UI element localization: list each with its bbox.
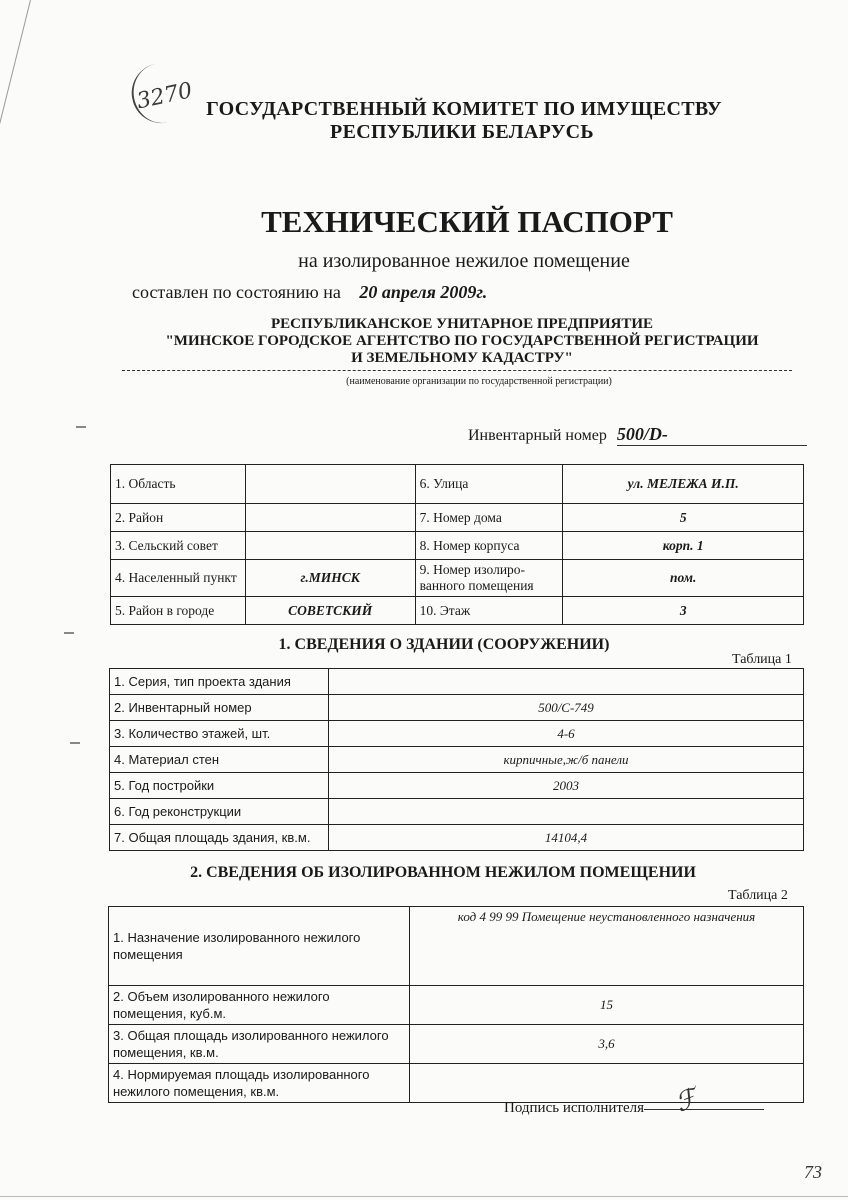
committee-heading [0, 98, 848, 144]
table-1-label: Таблица 1 [732, 652, 792, 667]
margin-mark [70, 742, 80, 744]
table-2-label: Таблица 2 [728, 888, 788, 903]
address-label: 5. Район в городе [111, 597, 246, 625]
address-table [110, 464, 804, 625]
row-label: 3. Общая площадь изолированного нежилого помещения, кв.м. [109, 1025, 410, 1064]
address-value: 3 [563, 597, 804, 625]
as-of-label: составлен по состоянию на [132, 282, 341, 302]
handwritten-stamp-note: 3270 [134, 78, 195, 115]
row-label: 7. Общая площадь здания, кв.м. [110, 825, 329, 851]
margin-mark [64, 632, 74, 634]
row-label: 1. Серия, тип проекта здания [110, 669, 329, 695]
row-value: 4-6 [329, 721, 804, 747]
row-value: 15 [410, 986, 804, 1025]
address-label: 10. Этаж [415, 597, 563, 625]
table-row [111, 560, 804, 597]
table-row [110, 721, 804, 747]
as-of-date: 20 апреля 2009г. [359, 282, 488, 302]
table-row [109, 1064, 804, 1103]
table-row [110, 773, 804, 799]
signature-line [504, 1100, 764, 1117]
address-value: 5 [563, 504, 804, 532]
address-value: корп. 1 [563, 532, 804, 560]
building-info-table [109, 668, 804, 851]
table-row [110, 799, 804, 825]
table-row [111, 465, 804, 504]
address-value [245, 465, 415, 504]
table-row [109, 907, 804, 986]
row-value: код 4 99 99 Помещение неустановленного назначения [410, 907, 804, 986]
row-label: 5. Год постройки [110, 773, 329, 799]
address-value [245, 504, 415, 532]
premises-info-table [108, 906, 804, 1103]
agency-line-3: И ЗЕМЕЛЬНОМУ КАДАСТРУ" [351, 350, 573, 366]
address-label: 4. Населенный пункт [111, 560, 246, 597]
address-value: ул. МЕЛЕЖА И.П. [563, 465, 804, 504]
agency-caption: (наименование организации по государственной регистрации) [346, 376, 612, 387]
address-value: СОВЕТСКИЙ [245, 597, 415, 625]
agency-underline [122, 370, 792, 371]
agency-name [0, 316, 848, 367]
address-value [245, 532, 415, 560]
inventory-value: 500/D- [617, 424, 807, 446]
address-label: 1. Область [111, 465, 246, 504]
agency-line-2: "МИНСКОЕ ГОРОДСКОЕ АГЕНТСТВО ПО ГОСУДАРСТВЕННОЙ РЕГИСТРАЦИИ [165, 333, 759, 349]
row-label: 4. Материал стен [110, 747, 329, 773]
address-label: 3. Сельский совет [111, 532, 246, 560]
table-row [110, 695, 804, 721]
committee-line-1: ГОСУДАРСТВЕННЫЙ КОМИТЕТ ПО ИМУЩЕСТВУ [206, 98, 722, 120]
address-label: 2. Район [111, 504, 246, 532]
address-label: 8. Номер корпуса [415, 532, 563, 560]
row-label: 2. Объем изолированного нежилого помещения, куб.м. [109, 986, 410, 1025]
table-row [109, 986, 804, 1025]
signature-blank [644, 1109, 764, 1110]
committee-line-2: РЕСПУБЛИКИ БЕЛАРУСЬ [330, 121, 594, 143]
row-value [329, 799, 804, 825]
row-value: 3,6 [410, 1025, 804, 1064]
table-row [109, 1025, 804, 1064]
section-1-title: 1. СВЕДЕНИЯ О ЗДАНИИ (СООРУЖЕНИИ) [278, 636, 610, 653]
row-value [329, 669, 804, 695]
signature-label: Подпись исполнителя [504, 1100, 644, 1116]
table-row [110, 747, 804, 773]
row-value: 500/С-749 [329, 695, 804, 721]
row-value: 14104,4 [329, 825, 804, 851]
signature-mark: ℱ [671, 1083, 701, 1118]
table-row [111, 504, 804, 532]
section-2-title: 2. СВЕДЕНИЯ ОБ ИЗОЛИРОВАННОМ НЕЖИЛОМ ПОМЕЩЕНИИ [190, 864, 696, 881]
as-of-line [132, 282, 487, 303]
table-row [111, 532, 804, 560]
table-row [111, 597, 804, 625]
inventory-number [468, 424, 807, 446]
agency-line-1: РЕСПУБЛИКАНСКОЕ УНИТАРНОЕ ПРЕДПРИЯТИЕ [270, 316, 654, 332]
document-title: ТЕХНИЧЕСКИЙ ПАСПОРТ [261, 204, 673, 239]
address-label: 7. Номер дома [415, 504, 563, 532]
row-label: 2. Инвентарный номер [110, 695, 329, 721]
address-value: г.МИНСК [245, 560, 415, 597]
page-number: 73 [804, 1162, 822, 1182]
row-label: 6. Год реконструкции [110, 799, 329, 825]
page-bottom-edge [0, 1196, 848, 1197]
address-label: 6. Улица [415, 465, 563, 504]
address-label: 9. Номер изолиро-ванного помещения [415, 560, 563, 597]
document-subtitle: на изолированное нежилое помещение [298, 250, 630, 272]
address-value: пом. [563, 560, 804, 597]
row-label: 4. Нормируемая площадь изолированного нежилого помещения, кв.м. [109, 1064, 410, 1103]
row-label: 3. Количество этажей, шт. [110, 721, 329, 747]
table-row [110, 669, 804, 695]
margin-mark [76, 426, 86, 428]
inventory-label: Инвентарный номер [468, 427, 607, 444]
row-value: 2003 [329, 773, 804, 799]
table-row [110, 825, 804, 851]
row-value [410, 1064, 804, 1103]
row-value: кирпичные,ж/б панели [329, 747, 804, 773]
row-label: 1. Назначение изолированного нежилого помещения [109, 907, 410, 986]
